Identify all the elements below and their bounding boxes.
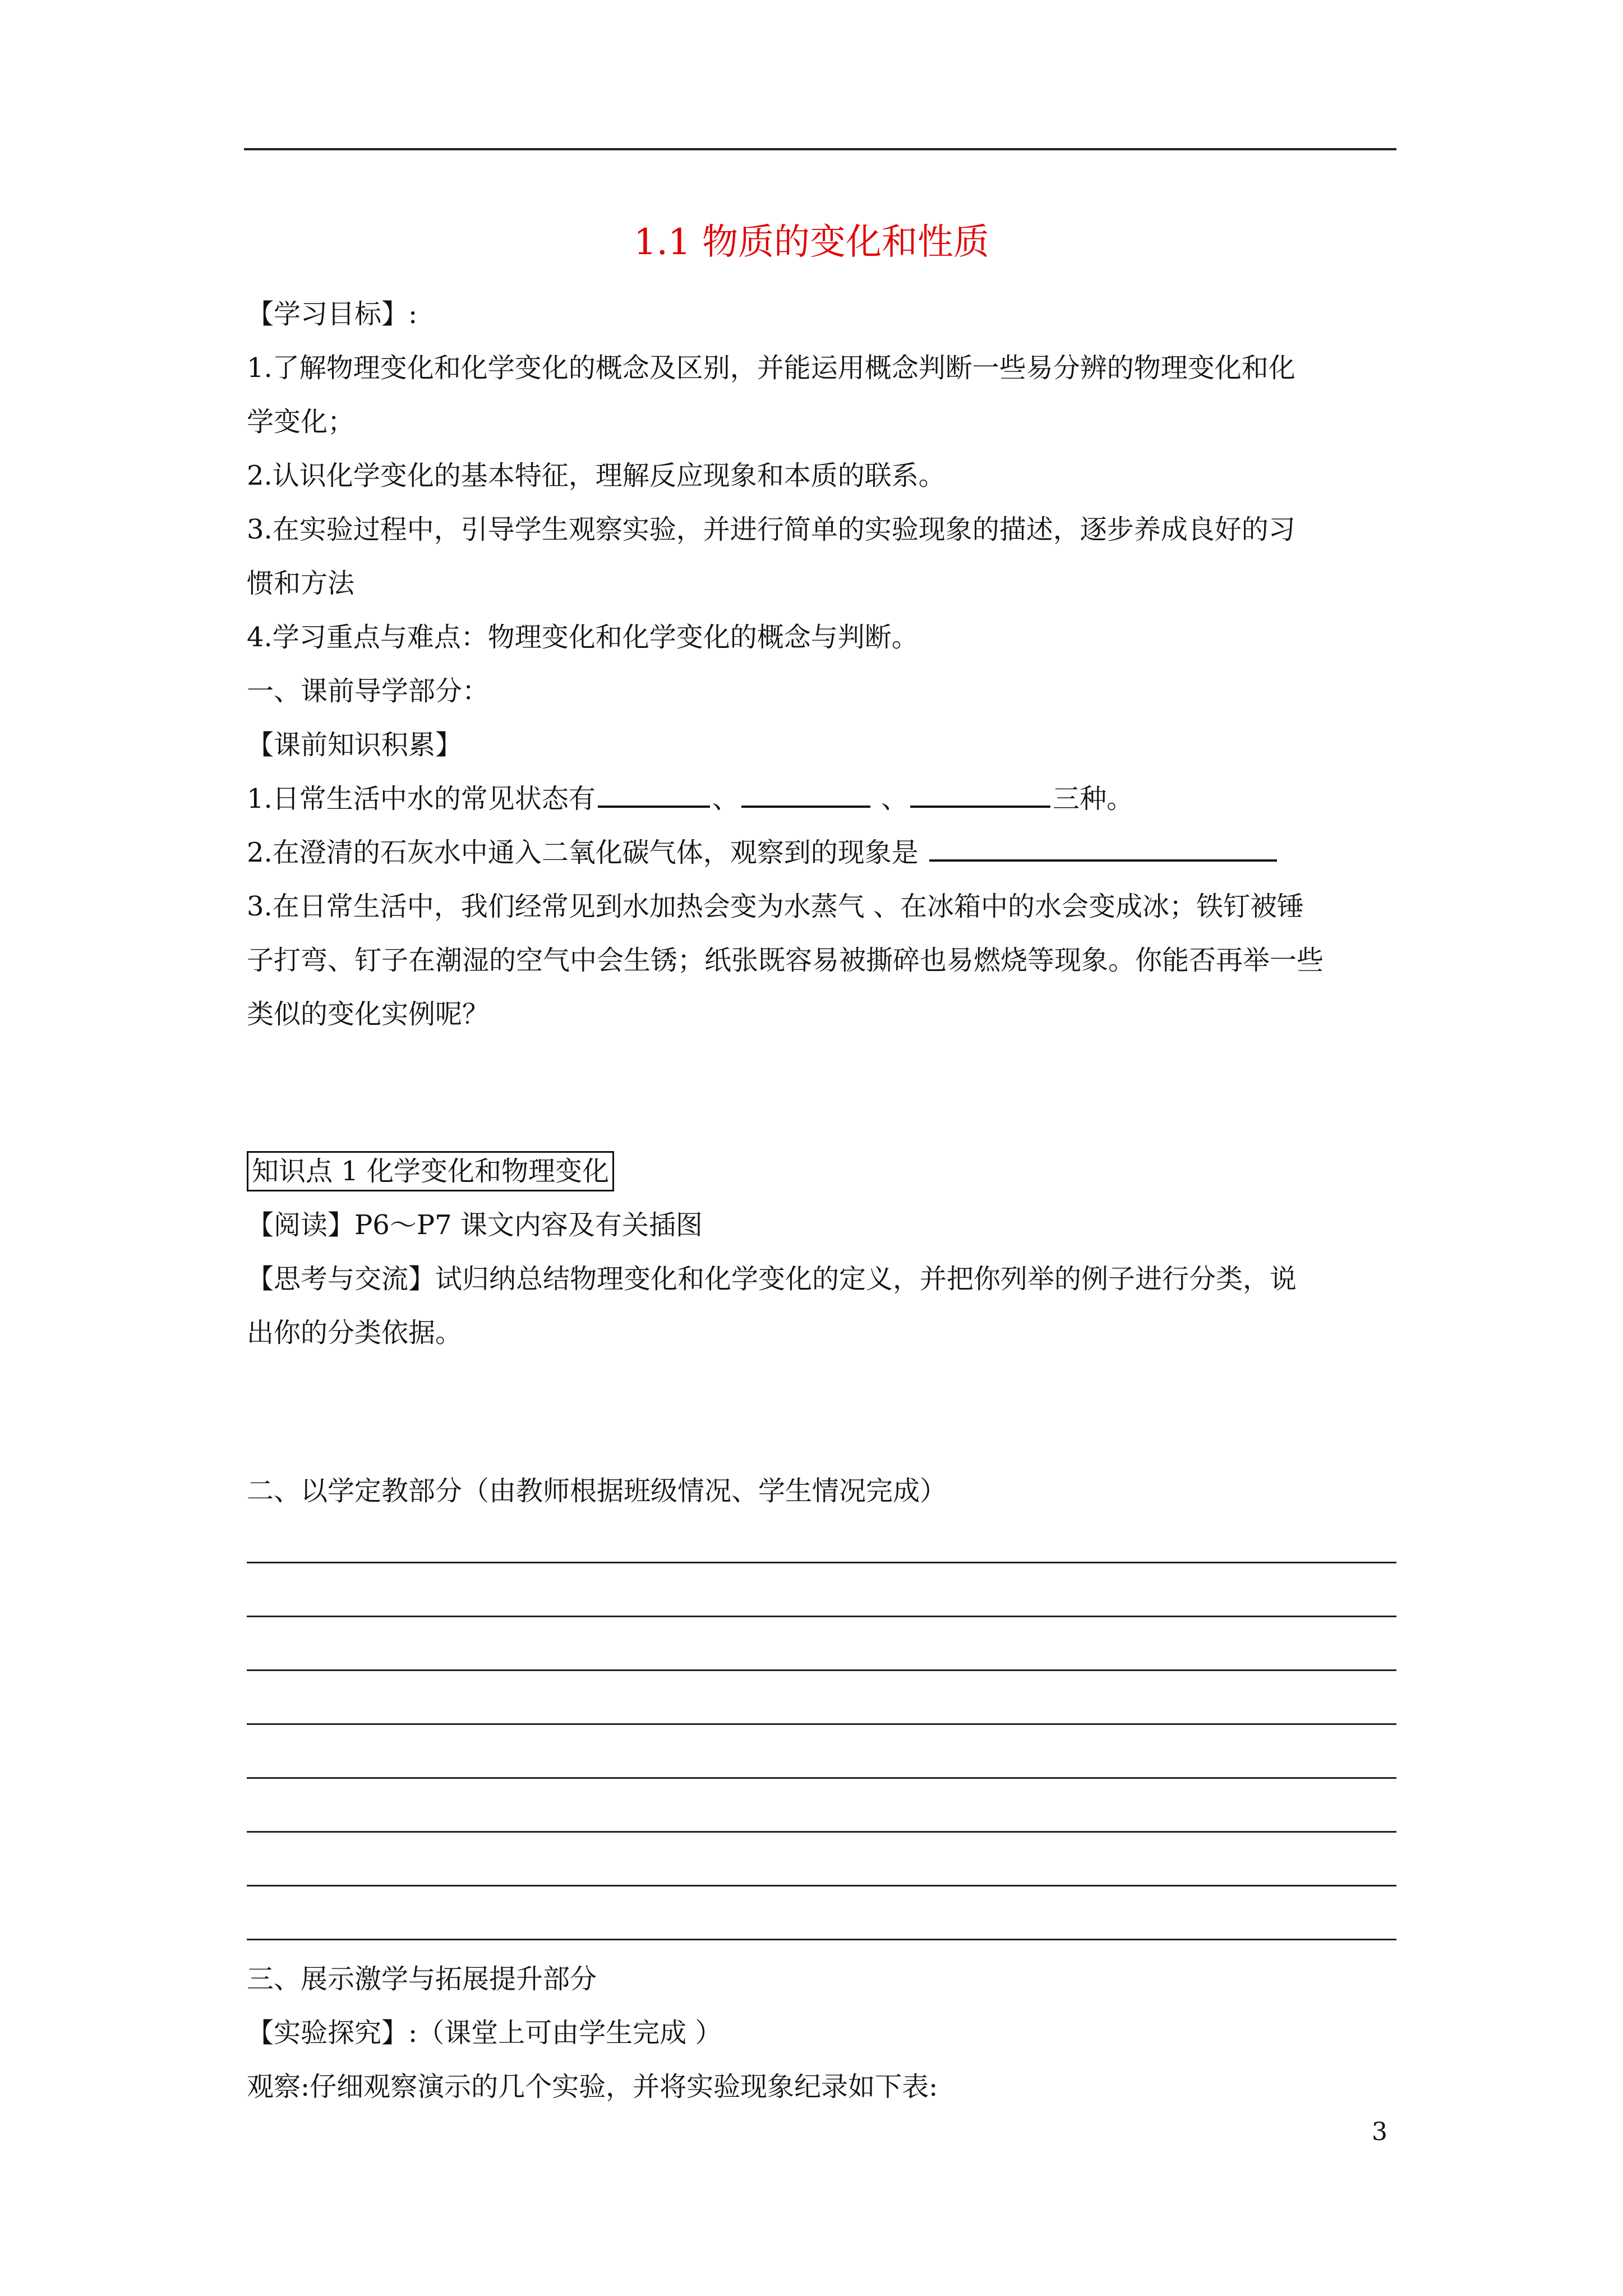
answer-blank-2[interactable]	[741, 772, 870, 808]
question-2-text: 2.在澄清的石灰水中通入二氧化碳气体，观察到的现象是	[247, 837, 928, 868]
answer-blank-4[interactable]	[929, 826, 1277, 862]
question-3-line-1: 3.在日常生活中，我们经常见到水加热会变为水蒸气 、在冰箱中的水会变成冰；铁钉被锤	[247, 891, 1304, 922]
objectives-header: 【学习目标】:	[247, 298, 418, 330]
objective-3-line-1: 3.在实验过程中，引导学生观察实验，并进行简单的实验现象的描述，逐步养成良好的习	[247, 514, 1295, 545]
part-2-header: 二、以学定教部分（由教师根据班级情况、学生情况完成）	[247, 1475, 947, 1507]
experiment-line: 【实验探究】:（课堂上可由学生完成 ）	[247, 2017, 722, 2049]
writing-line[interactable]	[247, 1723, 1396, 1725]
question-1-suffix: 三种。	[1053, 783, 1134, 815]
writing-line[interactable]	[247, 1562, 1396, 1563]
writing-line[interactable]	[247, 1777, 1396, 1779]
observe-line: 观察:仔细观察演示的几个实验，并将实验现象纪录如下表:	[247, 2071, 938, 2102]
answer-blank-3[interactable]	[910, 772, 1050, 808]
objective-3-line-2: 惯和方法	[247, 568, 355, 599]
objective-4: 4.学习重点与难点：物理变化和化学变化的概念与判断。	[247, 622, 919, 653]
objective-2: 2.认识化学变化的基本特征，理解反应现象和本质的联系。	[247, 460, 946, 491]
writing-line[interactable]	[247, 1616, 1396, 1617]
question-1-sep-2: 、	[872, 783, 909, 815]
part-1-header: 一、课前导学部分：	[247, 675, 490, 707]
objective-1-line-1: 1.了解物理变化和化学变化的概念及区别，并能运用概念判断一些易分辨的物理变化和化	[247, 352, 1295, 384]
knowledge-point-box: 知识点 1 化学变化和物理变化	[247, 1151, 614, 1191]
question-1-prefix: 1.日常生活中水的常见状态有	[247, 783, 596, 815]
header-rule	[244, 148, 1396, 150]
part-1-subheader: 【课前知识积累】	[247, 729, 463, 761]
question-2	[247, 826, 1396, 880]
knowledge-point-row	[247, 1144, 1396, 1198]
part-3-header: 三、展示激学与拓展提升部分	[247, 1963, 597, 1995]
page-title: 1.1 物质的变化和性质	[633, 222, 990, 263]
answer-blank-1[interactable]	[598, 772, 710, 808]
writing-line[interactable]	[247, 1885, 1396, 1887]
writing-line[interactable]	[247, 1831, 1396, 1833]
page-number: 3	[1372, 2118, 1387, 2146]
question-3-line-2: 子打弯、钉子在潮湿的空气中会生锈；纸张既容易被撕碎也易燃烧等现象。你能否再举一些	[247, 945, 1324, 976]
reading-line: 【阅读】P6～P7 课文内容及有关插图	[247, 1209, 703, 1241]
question-1	[247, 772, 1396, 826]
objective-1-line-2: 学变化；	[247, 406, 355, 438]
question-3-line-3: 类似的变化实例呢？	[247, 999, 490, 1030]
writing-line[interactable]	[247, 1669, 1396, 1671]
question-1-sep-1: 、	[712, 783, 739, 815]
discussion-line-1: 【思考与交流】试归纳总结物理变化和化学变化的定义，并把你列举的例子进行分类，说	[247, 1263, 1297, 1295]
discussion-line-2: 出你的分类依据。	[247, 1317, 463, 1349]
writing-line[interactable]	[247, 1939, 1396, 1940]
